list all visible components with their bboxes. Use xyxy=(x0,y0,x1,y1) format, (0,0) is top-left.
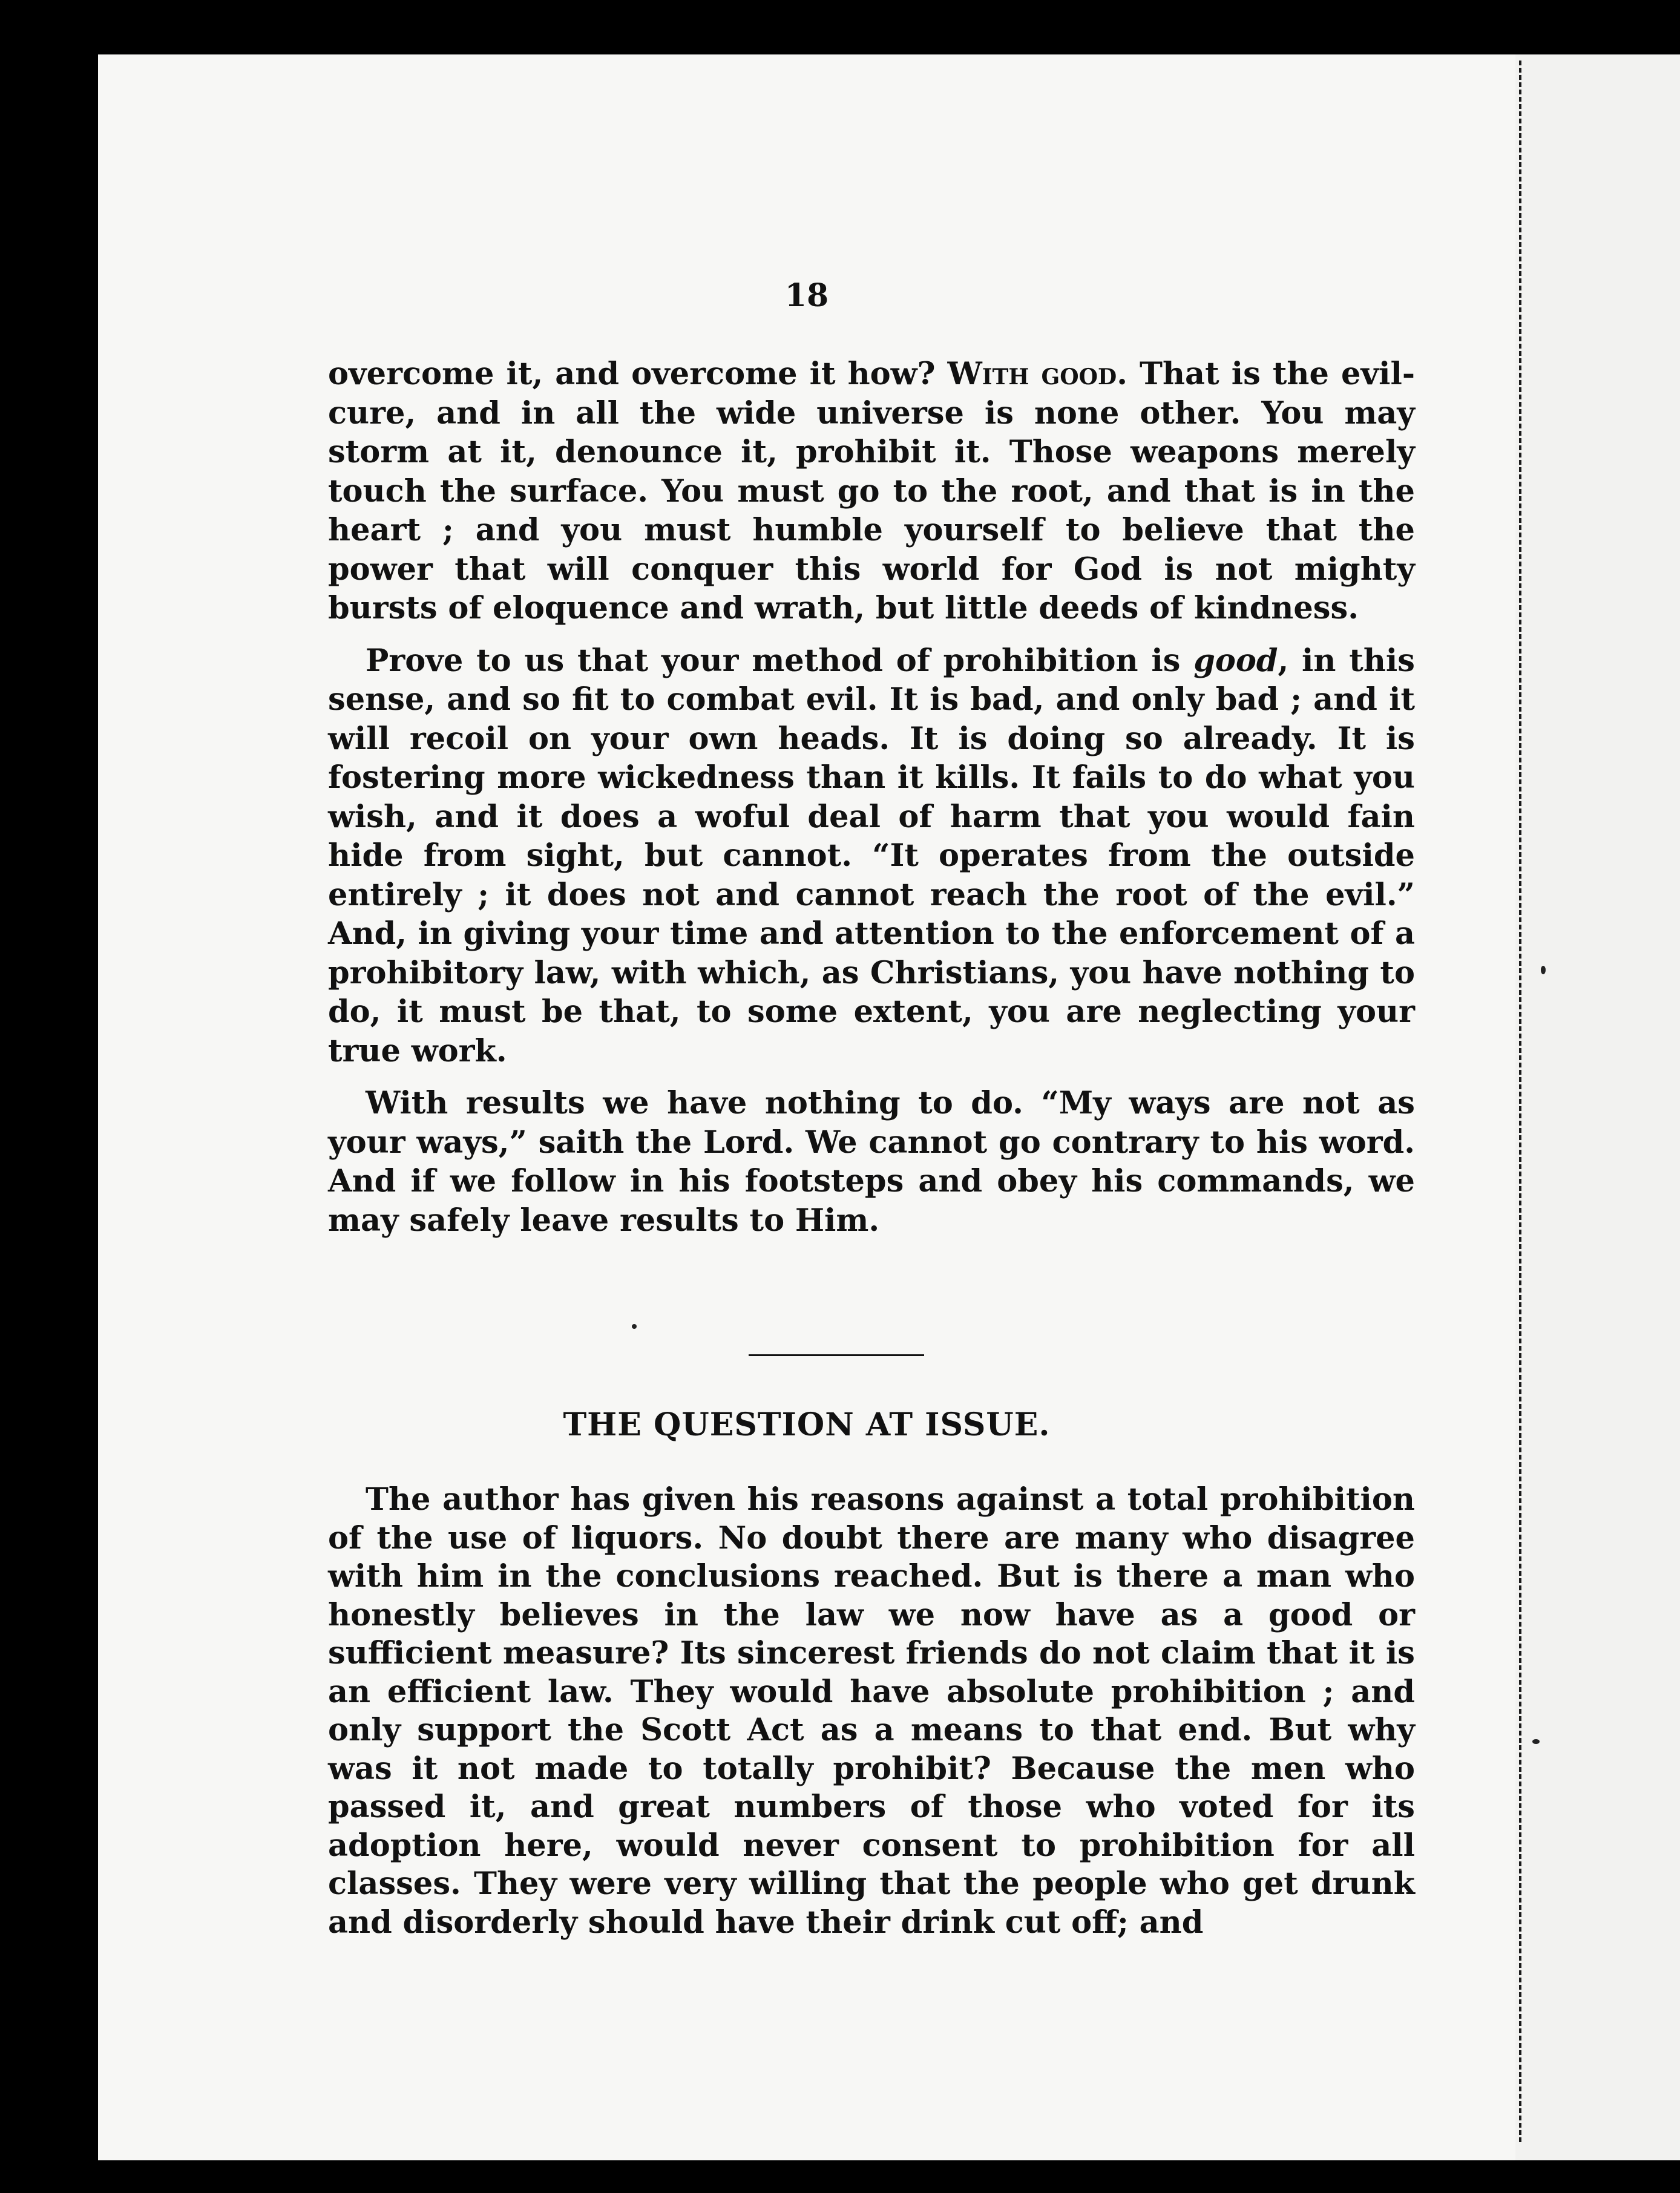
ink-smudge xyxy=(1532,1739,1540,1744)
document-page xyxy=(98,54,1515,2160)
paragraph-3 xyxy=(328,1084,1415,1240)
paragraph-4: The author has given his reasons against a total prohibition of the use of liquors. No doubt there are many who disagree with him in the conclusions reached. But is there a man who honestly believes in the law we now have as a good or sufficient measure? Its sincerest friends do not claim that it is an efficient law. They would have absolute prohibition ; and only support the Scott Act as a means to that end. But why was it not made to totally prohibit? Because the men who passed it, and great numbers of those who voted for its adoption here, would never consent to prohibition for all classes. They were very willing that the people who get drunk and disorderly should have their drink cut off; and xyxy=(328,1481,1415,1941)
adjacent-page-edge xyxy=(1515,54,1680,2160)
paragraph-2-part-3: , in this sense, and so fit to combat evil. It is bad, and only bad ; and it will recoil on your own heads. It is doing so already. It is fostering more wickedness than it kills. It fails to do what you wish, and it does a woful deal of harm that you would fain hide from sight, but cannot. “It operates from the outside entirely ; it does not and cannot reach the root of the evil.” And, in giving your time and attention to the enforcement of a prohibitory law, with which, as Christians, you have nothing to do, it must be that, to some extent, you are neglecting your true work. xyxy=(328,642,1415,1069)
paragraph-2-part-1: Prove to us that your method of prohibition is xyxy=(366,642,1194,679)
page-fold-line xyxy=(1519,61,1521,2142)
paragraph-2-italic: good xyxy=(1193,642,1278,679)
paragraph-1 xyxy=(328,355,1415,628)
paragraph-1-part-3: . That is the evil-cure, and in all the wide universe is none other. You may storm at it, denounce it, prohibit it. Those weapons merely touch the surface. You must go to the root, and that is in the heart ; and you must humble yourself to believe that the power that will conquer this world for God is not mighty bursts of eloquence and wrath, but little deeds of kindness. xyxy=(328,356,1415,626)
paragraph-1-part-1: overcome it, and overcome it how? xyxy=(328,356,948,392)
body-text-top xyxy=(328,355,1415,1240)
stray-dot xyxy=(632,1324,637,1329)
section-divider xyxy=(749,1354,924,1356)
page-number: 18 xyxy=(784,277,829,314)
paragraph-1-smallcaps: With good xyxy=(947,356,1117,392)
paragraph-3-part-1: With results we have nothing to do. “My ways are not as your ways,” saith the Lord. We cannot go contrary to his word. And if we follow in his footsteps and obey his commands, we may safely leave results to Him. xyxy=(328,1085,1415,1239)
ink-smudge xyxy=(1541,966,1546,974)
body-text-bottom xyxy=(328,1481,1415,1942)
paragraph-2 xyxy=(328,641,1415,1071)
section-heading: THE QUESTION AT ISSUE. xyxy=(563,1406,1051,1443)
